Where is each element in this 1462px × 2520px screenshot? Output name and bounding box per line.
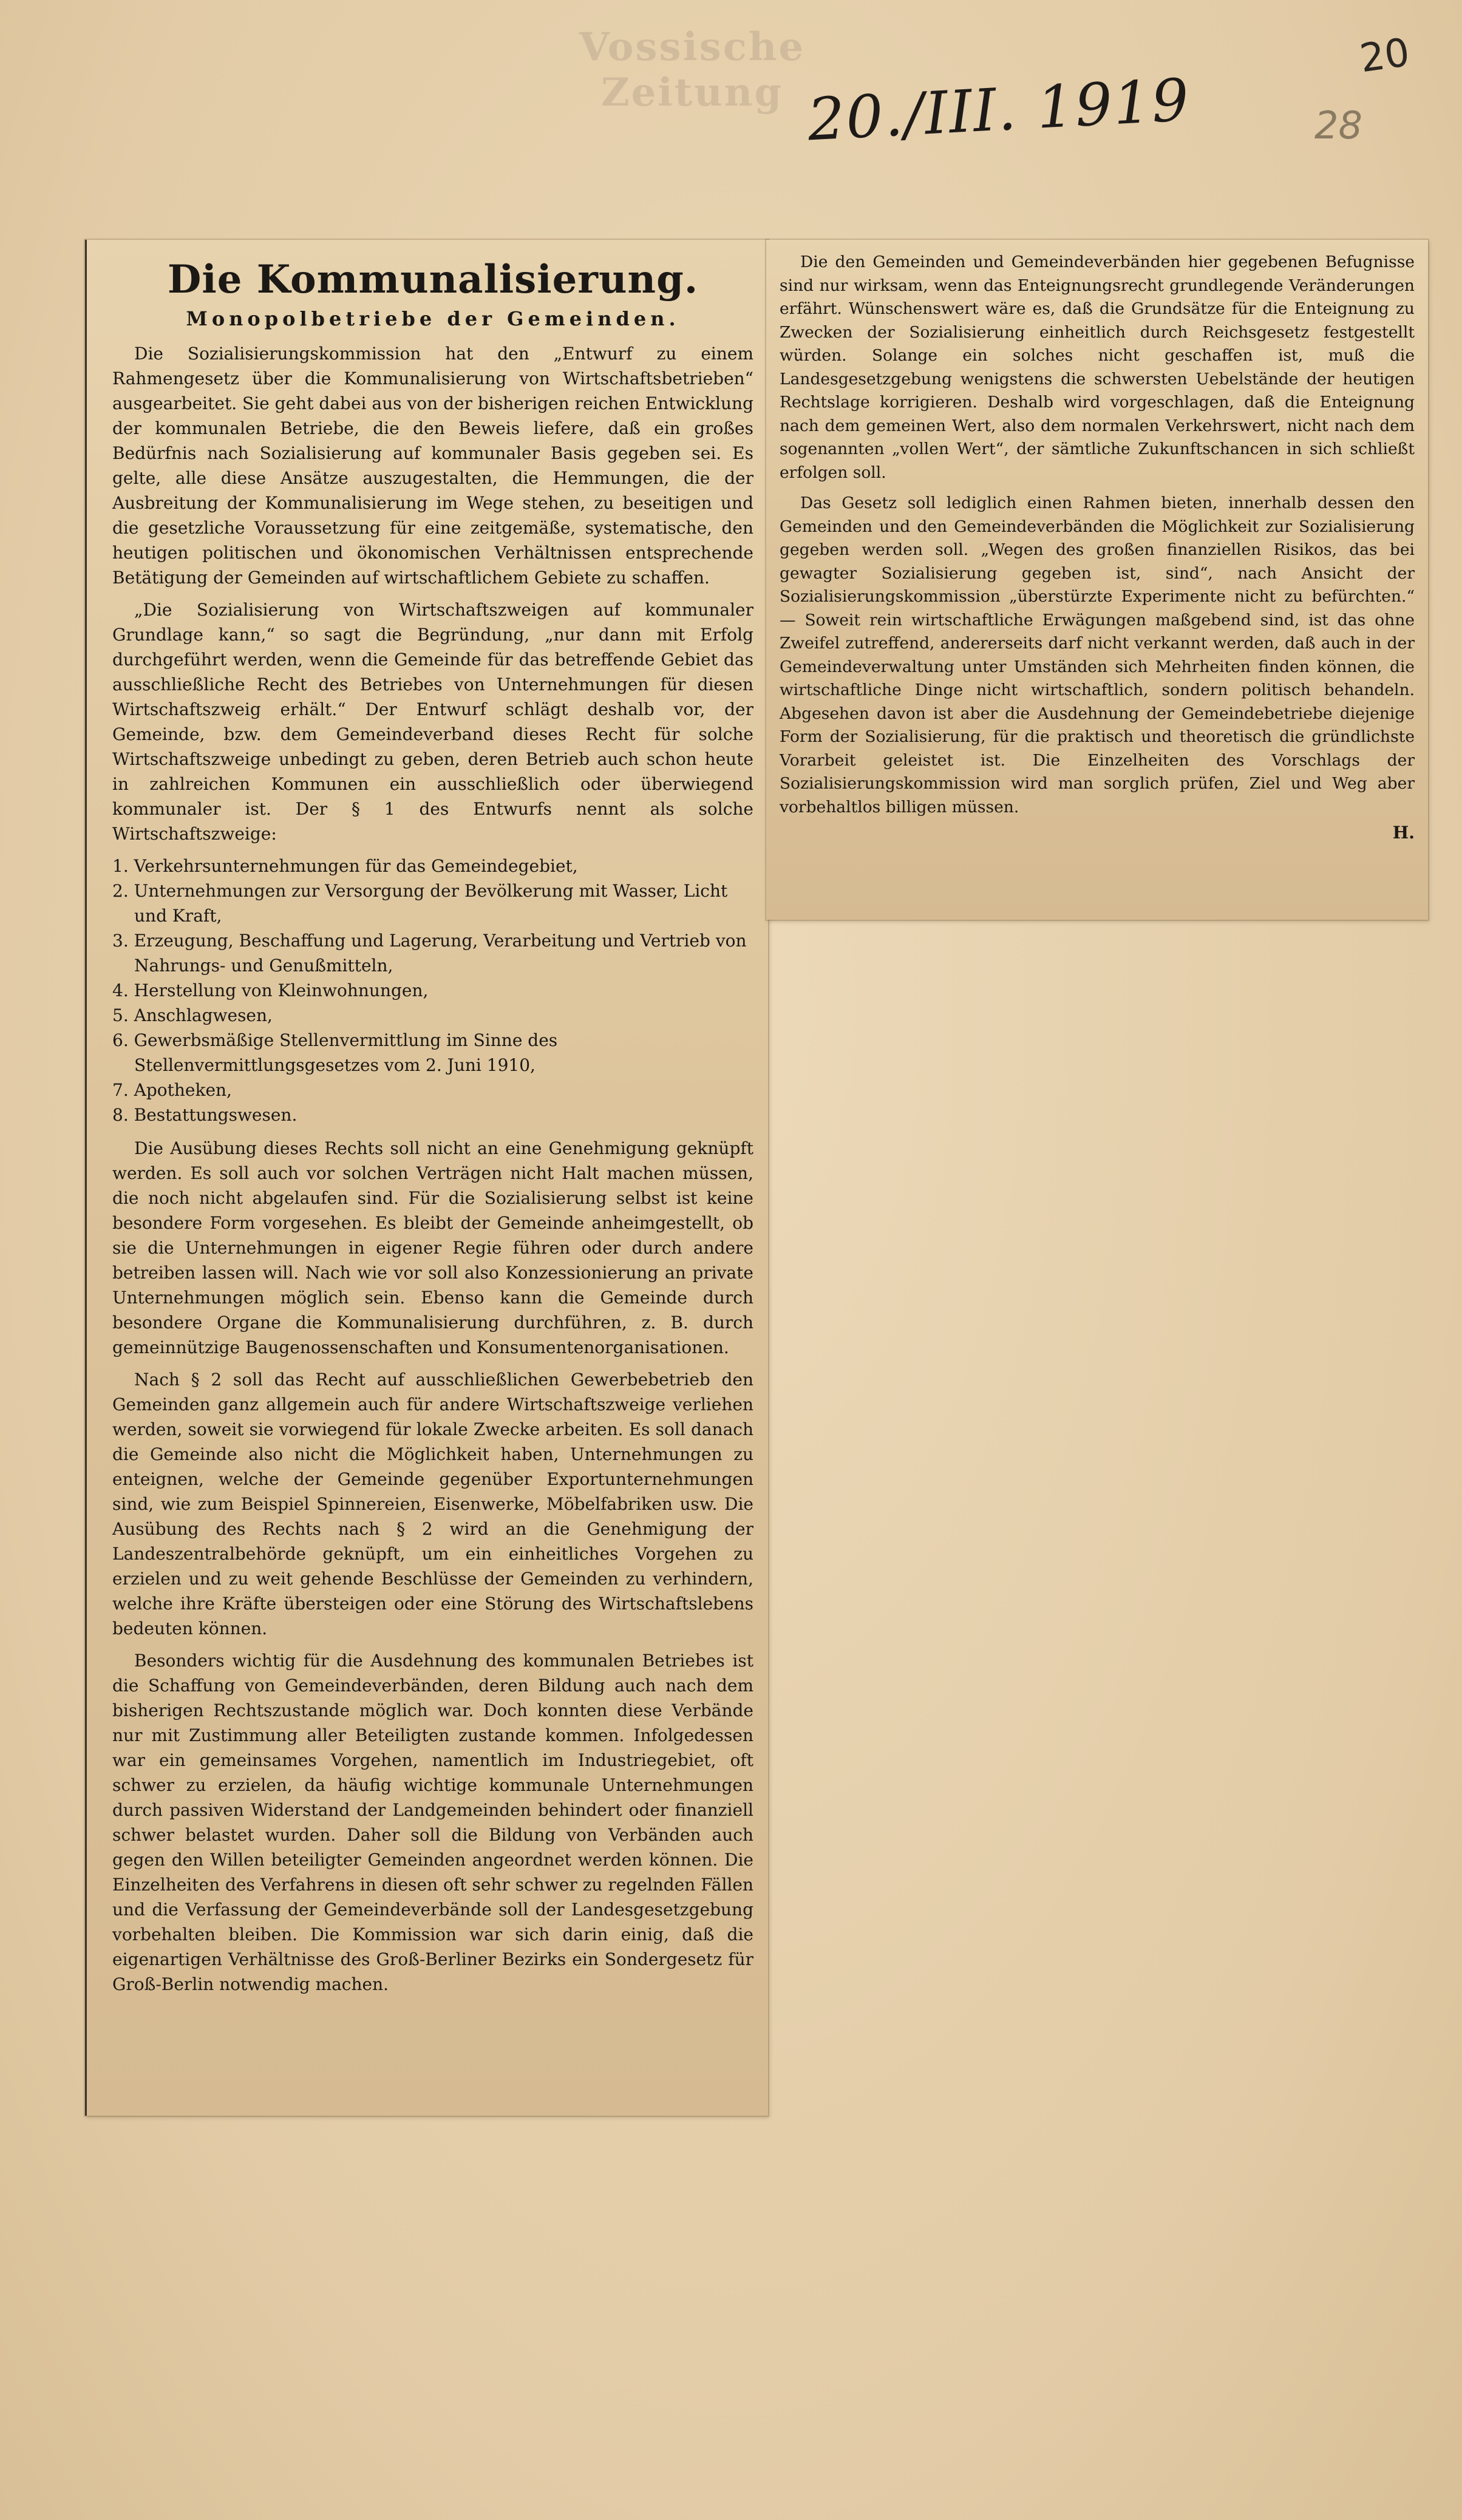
corner-mark: 20 [1357, 30, 1413, 82]
paragraph: Das Gesetz soll lediglich einen Rahmen bieten, innerhalb dessen den Gemeinden und den Gemeindeverbänden die Möglichkeit zur Sozialisierung gegeben werden soll. „Wegen des großen finanziellen Risikos, das bei gewagter Sozialisierung gegeben ist, sind“, nach Ansicht der Sozialisierungskommission „überstürzte Experimente nicht zu befürchten.“ — Soweit rein wirtschaftliche Erwägungen maßgebend sind, ist das ohne Zweifel zutreffend, andererseits darf nicht verkannt werden, daß auch in der Gemeindeverwaltung unter Umständen sich Mehrheiten finden können, die wirtschaftliche Dinge nicht wirtschaftlich, sondern politisch behandeln. Abgesehen davon ist aber die Ausdehnung der Gemeindebetriebe diejenige Form der Sozialisierung, für die praktisch und theoretisch die gründlichste Vorarbeit geleistet ist. Die Einzelheiten des Vorschlags der Sozialisierungskommission wird man sorglich prüfen, Ziel und Weg aber vorbehaltlos billigen müssen. [780, 494, 1415, 817]
page-number: 28 [1314, 103, 1362, 148]
handwritten-date: 20./III. 1919 [806, 66, 1192, 154]
article-subheadline: Monopolbetriebe der Gemeinden. [186, 307, 680, 330]
list-item: 5. Anschlagwesen, [112, 1005, 273, 1025]
clipping-left-column [85, 240, 768, 2116]
article-headline: Die Kommunalisierung. [167, 257, 699, 302]
newspaper-masthead: Vossische Zeitung [579, 24, 806, 115]
paragraph: Die den Gemeinden und Gemeindeverbänden hier gegebenen Befugnisse sind nur wirksam, wenn das Enteignungsrecht grundlegende Veränderungen erfährt. Wünschenswert wäre es, daß die Grundsätze für die Enteignung zu Zwecken der Sozialisierung einheitlich durch Reichsgesetz festgestellt würden. Solange ein solches nicht geschaffen ist, muß die Landesgesetzgebung wenigstens die schwersten Uebelstände der heutigen Rechtslage korrigieren. Deshalb wird vorgeschlagen, daß die Enteignung nach dem gemeinen Wert, also dem normalen Verkehrswert, nicht nach dem sogenannten „vollen Wert“, der sämtliche Zukunftschancen in sich schließt erfolgen soll. [780, 253, 1415, 482]
paragraph: Die Ausübung dieses Rechts soll nicht an eine Genehmigung geknüpft werden. Es soll auch vor solchen Verträgen nicht Halt machen müssen, die noch nicht abgelaufen sind. Für die Sozialisierung selbst ist keine besondere Form vorgesehen. Es bleibt der Gemeinde anheimgestellt, ob sie die Unternehmungen in eigener Regie führen oder durch andere betreiben lassen will. Nach wie vor soll also Konzessionierung an private Unternehmungen möglich sein. Ebenso kann die Gemeinde durch besondere Organe die Kommunalisierung durchführen, z. B. durch gemeinnützige Baugenossenschaften und Konsumentenorganisationen. [112, 1138, 753, 1357]
list-item: 1. Verkehrsunternehmungen für das Gemeindegebiet, [112, 856, 578, 876]
clipping-right-column [766, 240, 1428, 920]
list-item: 2. Unternehmungen zur Versorgung der Bevölkerung mit Wasser, Licht und Kraft, [112, 881, 728, 926]
paragraph: Nach § 2 soll das Recht auf ausschließlichen Gewerbebetrieb den Gemeinden ganz allgemein auch für andere Wirtschaftszweige verliehen werden, soweit sie vorwiegend für lokale Zwecke arbeiten. Es soll danach die Gemeinde also nicht die Möglichkeit haben, Unternehmungen zu enteignen, welche der Gemeinde gegenüber Exportunternehmungen sind, wie zum Beispiel Spinnereien, Eisenwerke, Möbelfabriken usw. Die Ausübung des Rechts nach § 2 wird an die Genehmigung der Landeszentralbehörde geknüpft, um ein einheitliches Vorgehen zu erzielen und zu weit gehende Beschlüsse der Gemeinden zu verhindern, welche ihre Kräfte übersteigen oder eine Störung des Wirtschaftslebens bedeuten können. [112, 1370, 753, 1639]
paragraph: Die Sozialisierungskommission hat den „Entwurf zu einem Rahmengesetz über die Kommunalisierung von Wirtschaftsbetrieben“ ausgearbeitet. Sie geht dabei aus von der bisherigen reichen Entwicklung der kommunalen Betriebe, die den Beweis liefere, daß ein großes Bedürfnis nach Sozialisierung auf kommunaler Basis gegeben sei. Es gelte, alle diese Ansätze auszugestalten, die Hemmungen, die der Ausbreitung der Kommunalisierung im Wege stehen, zu beseitigen und die gesetzliche Voraussetzung für eine zeitgemäße, systematische, den heutigen politischen und ökonomischen Verhältnissen entsprechende Betätigung der Gemeinden auf wirtschaftlichem Gebiete zu schaffen. [112, 344, 753, 588]
list-item: 3. Erzeugung, Beschaffung und Lagerung, Verarbeitung und Vertrieb von Nahrungs- und Genußmitteln, [112, 931, 747, 976]
list-item: 6. Gewerbsmäßige Stellenvermittlung im Sinne des Stellenvermittlungsgesetzes vom 2. Juni 1910, [112, 1030, 558, 1075]
sector-list [112, 854, 753, 1127]
list-item: 4. Herstellung von Kleinwohnungen, [112, 980, 429, 1000]
paragraph: Besonders wichtig für die Ausdehnung des kommunalen Betriebes ist die Schaffung von Gemeindeverbänden, deren Bildung auch nach dem bisherigen Rechtszustande möglich war. Doch konnten diese Verbände nur mit Zustimmung aller Beteiligten zustande kommen. Infolgedessen war ein gemeinsames Vorgehen, namentlich im Industriegebiet, oft schwer zu erzielen, da häufig wichtige kommunale Unternehmungen durch passiven Widerstand der Landgemeinden behindert oder finanziell schwer belastet wurden. Daher soll die Bildung von Verbänden auch gegen den Willen beteiligter Gemeinden angeordnet werden können. Die Einzelheiten des Verfahrens in diesen oft sehr schwer zu regelnden Fällen und die Verfassung der Gemeindeverbände soll der Landesgesetzgebung vorbehalten bleiben. Die Kommission war sich darin einig, daß die eigenartigen Verhältnisse des Groß-Berliner Bezirks ein Sondergesetz für Groß-Berlin notwendig machen. [112, 1651, 753, 1994]
list-item: 7. Apotheken, [112, 1080, 232, 1100]
list-item: 8. Bestattungswesen. [112, 1105, 298, 1125]
author-signature: H. [1392, 823, 1415, 843]
paragraph: „Die Sozialisierung von Wirtschaftszweigen auf kommunaler Grundlage kann,“ so sagt die Begründung, „nur dann mit Erfolg durchgeführt werden, wenn die Gemeinde für das betreffende Gebiet das ausschließliche Recht des Betriebes von Unternehmungen für diesen Wirtschaftszweig erhält.“ Der Entwurf schlägt deshalb vor, der Gemeinde, bzw. dem Gemeindeverband dieses Recht für solche Wirtschaftszweige unbedingt zu geben, deren Betrieb auch schon heute in zahlreichen Kommunen ein ausschließlich oder überwiegend kommunaler ist. Der § 1 des Entwurfs nennt als solche Wirtschaftszweige: [112, 600, 753, 844]
